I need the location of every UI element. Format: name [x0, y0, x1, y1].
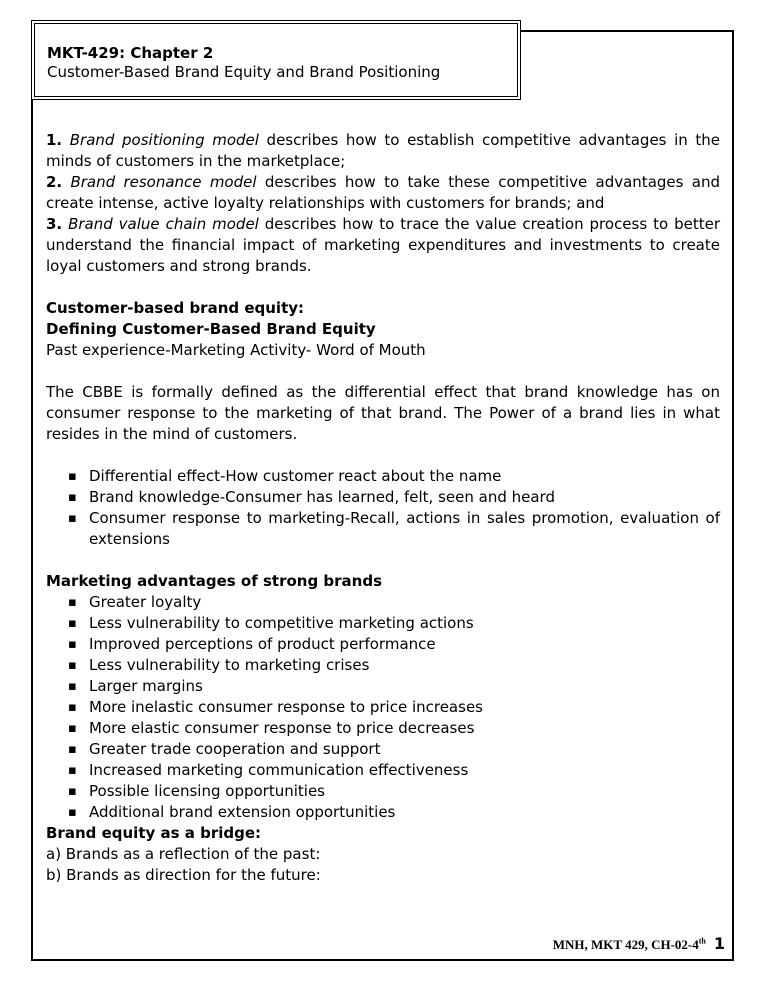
- list-item: ▪ Increased marketing communication effectiveness: [46, 760, 720, 781]
- list-item: ▪ Consumer response to marketing-Recall, actions in sales promotion, evaluation of extensions: [46, 508, 720, 550]
- cbbe-sources: Past experience-Marketing Activity- Word of Mouth: [46, 341, 426, 359]
- footer-text: MNH, MKT 429, CH-02-4: [552, 937, 699, 952]
- cbbe-subheading: Defining Customer-Based Brand Equity: [46, 320, 376, 338]
- list-item: ▪ More inelastic consumer response to price increases: [46, 697, 720, 718]
- model-2-number: 2.: [46, 173, 63, 191]
- list-item: ▪ More elastic consumer response to price decreases: [46, 718, 720, 739]
- title-box: [31, 20, 521, 100]
- document-body: [46, 130, 720, 886]
- model-2-name: Brand resonance model: [70, 173, 257, 191]
- list-item: ▪ Less vulnerability to marketing crises: [46, 655, 720, 676]
- bridge-heading: Brand equity as a bridge:: [46, 824, 262, 842]
- model-3-desc: describes how to trace the value creation process to better understand the financial impact of marketing expenditures and investments to create loyal customers and strong brands.: [46, 215, 720, 275]
- list-item: ▪ Brand knowledge-Consumer has learned, felt, seen and heard: [46, 487, 720, 508]
- bridge-item-a: a) Brands as a reflection of the past:: [46, 845, 321, 863]
- list-item: ▪ Improved perceptions of product performance: [46, 634, 720, 655]
- advantages-heading: Marketing advantages of strong brands: [46, 572, 383, 590]
- footer-superscript: th: [698, 936, 706, 946]
- page-footer: [497, 934, 725, 953]
- list-item: ▪ Additional brand extension opportunities: [46, 802, 720, 823]
- model-2-desc: describes how to take these competitive advantages and create intense, active loyalty relationships with customers for brands; and: [46, 173, 720, 212]
- model-1-desc: describes how to establish competitive advantages in the minds of customers in the marketplace;: [46, 131, 720, 170]
- advantages-list: [46, 592, 720, 823]
- list-item: ▪ Less vulnerability to competitive marketing actions: [46, 613, 720, 634]
- cbbe-definition: The CBBE is formally defined as the differential effect that brand knowledge has on consumer response to the marketing of that brand. The Power of a brand lies in what resides in the mind of customers.: [46, 383, 720, 443]
- course-title: MKT-429: Chapter 2: [47, 44, 214, 62]
- chapter-subtitle: Customer-Based Brand Equity and Brand Positioning: [47, 63, 441, 81]
- list-item: ▪ Greater loyalty: [46, 592, 720, 613]
- model-3-name: Brand value chain model: [68, 215, 259, 233]
- model-3: [46, 214, 720, 277]
- list-item: ▪ Greater trade cooperation and support: [46, 739, 720, 760]
- model-1-number: 1.: [46, 131, 63, 149]
- list-item: ▪ Larger margins: [46, 676, 720, 697]
- list-item: ▪ Possible licensing opportunities: [46, 781, 720, 802]
- model-3-number: 3.: [46, 215, 63, 233]
- bridge-item-b: b) Brands as direction for the future:: [46, 866, 321, 884]
- cbbe-heading: Customer-based brand equity:: [46, 299, 305, 317]
- model-2: [46, 172, 720, 214]
- list-item: ▪ Differential effect-How customer react about the name: [46, 466, 720, 487]
- page-number: 1: [713, 934, 725, 953]
- model-1: [46, 130, 720, 172]
- cbbe-bullet-list: [46, 466, 720, 550]
- model-1-name: Brand positioning model: [69, 131, 259, 149]
